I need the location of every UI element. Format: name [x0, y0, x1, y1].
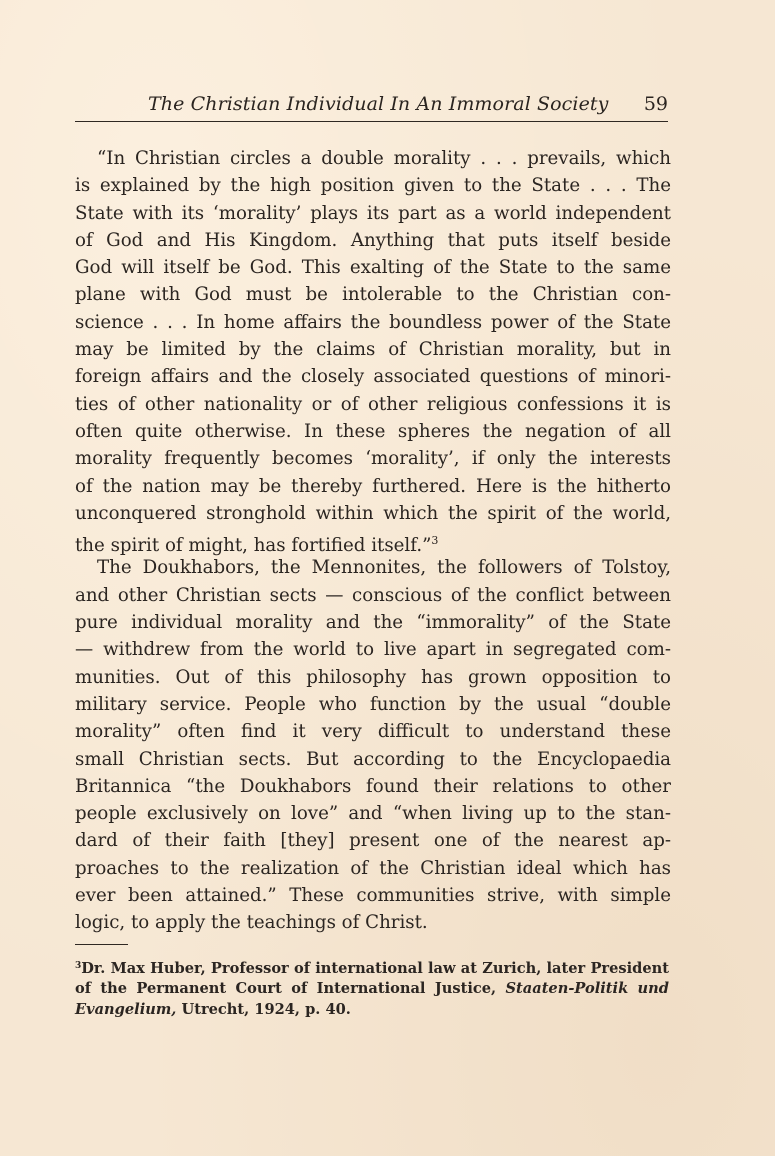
footnote-title: Evangelium,: [75, 1001, 177, 1018]
text-line: State with its ‘morality’ plays its part as a world independent: [75, 202, 671, 224]
text-line: unconquered stronghold within which the spirit of the world,: [75, 502, 671, 524]
text-line: God will itself be God. This exalting of the State to the same: [75, 257, 671, 279]
text-line: ever been attained.” These communities strive, with simple: [75, 885, 671, 907]
text-line: dard of their faith [they] present one of the nearest ap-: [75, 830, 671, 852]
text-line: The Doukhabors, the Mennonites, the followers of Tolstoy,: [97, 557, 671, 579]
footnote-title: Staaten-Politik und: [505, 979, 669, 997]
footnote-text: Utrecht, 1924, p. 40.: [176, 1001, 351, 1018]
footnote-divider: [75, 944, 128, 945]
running-head: [75, 91, 668, 122]
footnote-ref: 3: [431, 534, 439, 548]
text-line: is explained by the high position given to the State . . . The: [75, 175, 671, 197]
text-line: plane with God must be intolerable to the Christian con-: [75, 284, 671, 306]
footnote-text: Dr. Max Huber, Professor of international law at Zurich, later President: [81, 960, 669, 977]
text-line: of the nation may be thereby furthered. Here is the hitherto: [75, 475, 671, 497]
footnote-line: [75, 999, 669, 1021]
text-line: ties of other nationality or of other religious confessions it is: [75, 393, 671, 415]
running-title: The Christian Individual In An Immoral Society: [148, 93, 609, 115]
text-line: morality” often find it very difficult to understand these: [75, 721, 671, 743]
text-line: of God and His Kingdom. Anything that puts itself beside: [75, 229, 671, 251]
text-line: pure individual morality and the “immorality” of the State: [75, 612, 671, 634]
text-line: small Christian sects. But according to the Encyclopaedia: [75, 748, 671, 770]
text-line: foreign affairs and the closely associated questions of minori-: [75, 366, 671, 388]
text-line: military service. People who function by the usual “double: [75, 693, 671, 715]
text-line: may be limited by the claims of Christian morality, but in: [75, 339, 671, 361]
footnote-marker: 3: [75, 961, 82, 971]
text-line: and other Christian sects — conscious of the conflict between: [75, 584, 671, 606]
text-line: munities. Out of this philosophy has grown opposition to: [75, 666, 671, 688]
text-line-content: the spirit of might, has fortified itself.”: [75, 535, 432, 557]
text-line: — withdrew from the world to live apart in segregated com-: [75, 639, 671, 661]
text-line-last: [75, 527, 671, 557]
text-line: people exclusively on love” and “when living up to the stan-: [75, 803, 671, 825]
text-line: science . . . In home affairs the boundless power of the State: [75, 311, 671, 333]
page-number: 59: [643, 93, 668, 115]
text-line: logic, to apply the teachings of Christ.: [75, 912, 428, 934]
footnote-line: [75, 956, 669, 978]
text-line: “In Christian circles a double morality . . . prevails, which: [97, 148, 671, 169]
footnote-line: [75, 978, 669, 1000]
footnote-text: of the Permanent Court of International Justice,: [75, 979, 506, 997]
text-line: morality frequently becomes ‘morality’, if only the interests: [75, 448, 671, 470]
text-line: often quite otherwise. In these spheres the negation of all: [75, 420, 671, 442]
text-line: Britannica “the Doukhabors found their relations to other: [75, 775, 671, 797]
footnote: [75, 956, 669, 1021]
body-text: [75, 145, 671, 937]
text-line: proaches to the realization of the Christian ideal which has: [75, 857, 671, 879]
